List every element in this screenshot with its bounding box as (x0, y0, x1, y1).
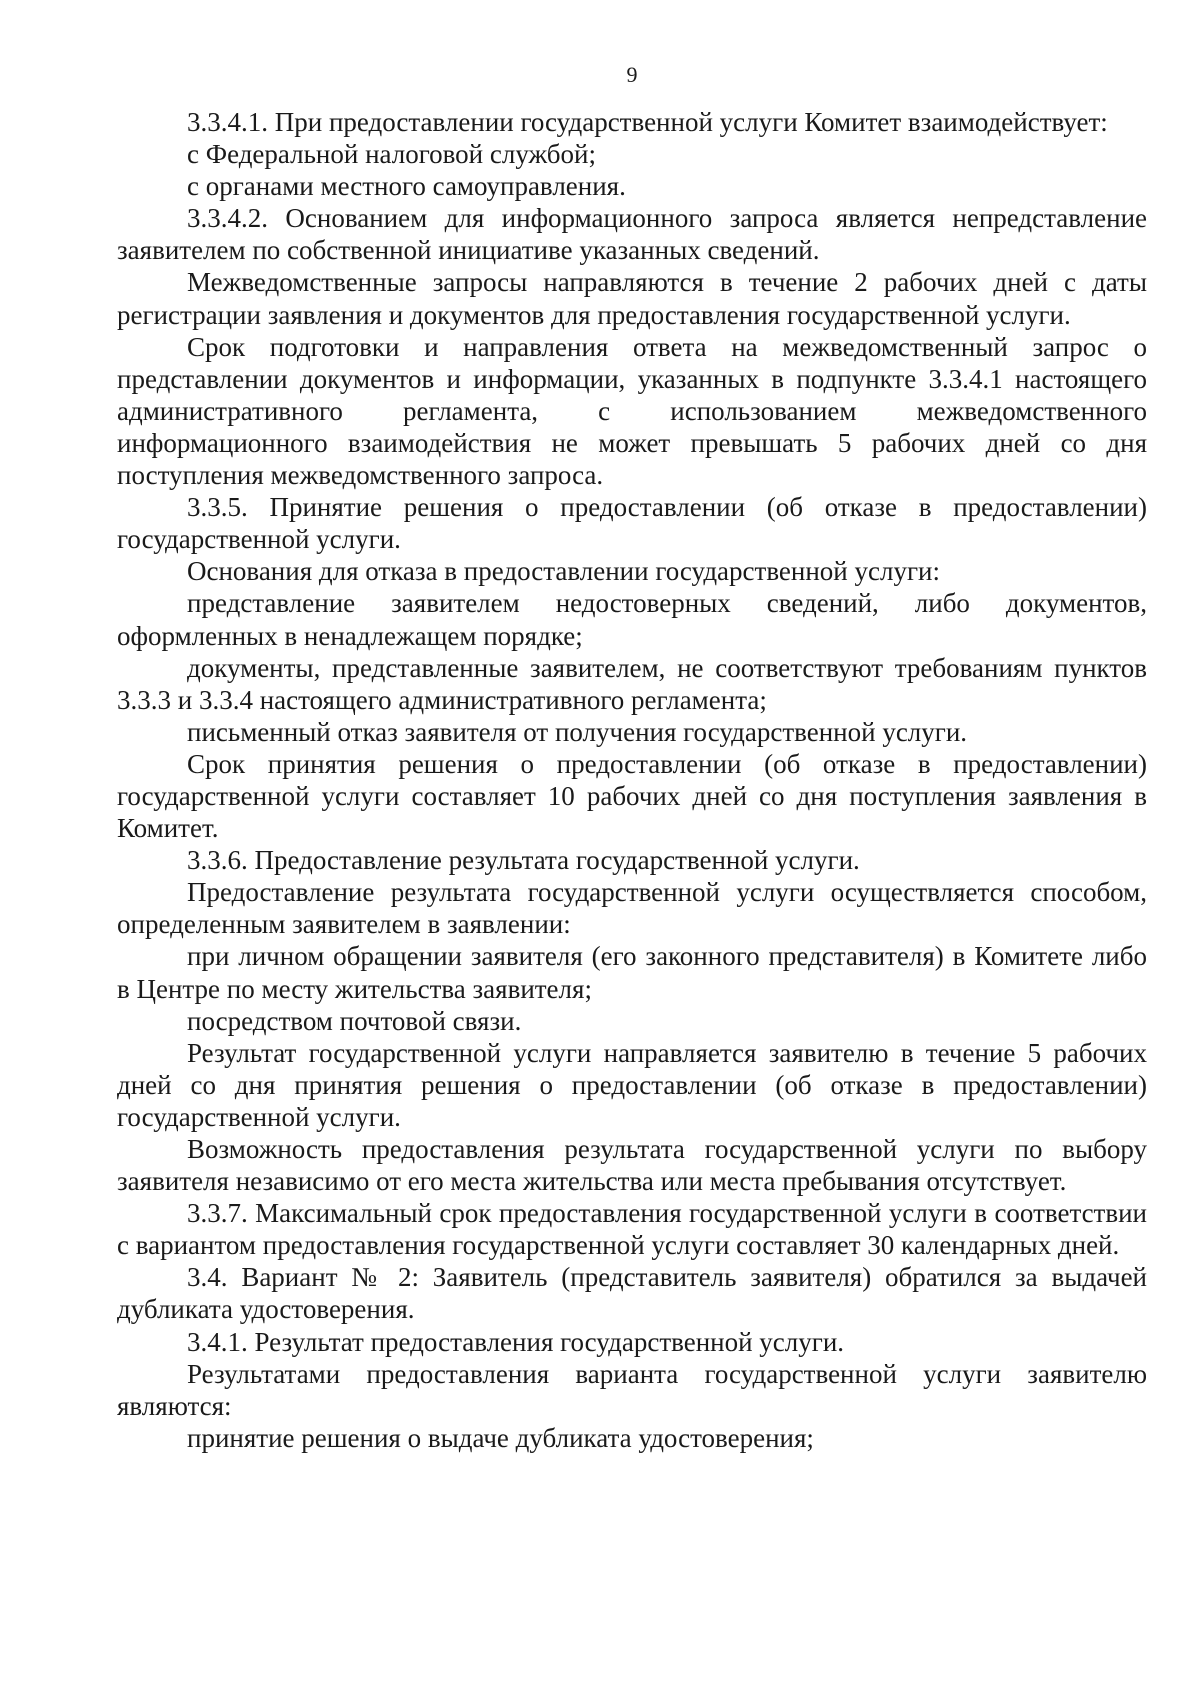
paragraph: 3.3.7. Максимальный срок предоставления государственной услуги в соответствии с вариантом предоставления государственной услуги составляет 30 календарных дней. (117, 1198, 1147, 1261)
paragraph: принятие решения о выдаче дубликата удостоверения; (187, 1422, 814, 1453)
paragraph: Предоставление результата государственной услуги осуществляется способом, определенным заявителем в заявлении: (117, 877, 1147, 940)
paragraph: Межведомственные запросы направляются в течение 2 рабочих дней с даты регистрации заявления и документов для предоставления государственной услуги. (117, 267, 1147, 330)
paragraph: с Федеральной налоговой службой; (187, 139, 596, 170)
paragraph: документы, представленные заявителем, не соответствуют требованиям пунктов 3.3.3 и 3.3.4 настоящего административного регламента; (117, 652, 1147, 715)
paragraph: 3.4.1. Результат предоставления государственной услуги. (187, 1326, 845, 1357)
paragraph: Основания для отказа в предоставлении государственной услуги: (187, 556, 940, 587)
document-body (117, 106, 1147, 1454)
paragraph: 3.3.6. Предоставление результата государственной услуги. (187, 845, 860, 876)
paragraph: Результат государственной услуги направляется заявителю в течение 5 рабочих дней со дня принятия решения о предоставлении (об отказе в предоставлении) государственной услуги. (117, 1037, 1147, 1132)
paragraph: 3.3.5. Принятие решения о предоставлении (об отказе в предоставлении) государственной услуги. (117, 492, 1147, 555)
paragraph: Срок принятия решения о предоставлении (об отказе в предоставлении) государственной услуги составляет 10 рабочих дней со дня поступления заявления в Комитет. (117, 748, 1147, 844)
paragraph: посредством почтовой связи. (187, 1005, 522, 1036)
paragraph: Срок подготовки и направления ответа на межведомственный запрос о представлении документов и информации, указанных в подпункте 3.3.4.1 настоящего административного регламента, с использованием межведомственного информационного взаимодействия не может превышать 5 рабочих дней со дня поступления межведомственного запроса. (117, 331, 1147, 491)
paragraph: при личном обращении заявителя (его законного представителя) в Комитете либо в Центре по месту жительства заявителя; (117, 941, 1147, 1004)
paragraph: представление заявителем недостоверных сведений, либо документов, оформленных в ненадлежащем порядке; (117, 588, 1147, 651)
paragraph: 3.3.4.1. При предоставлении государственной услуги Комитет взаимодействует: (187, 107, 1108, 137)
paragraph: 3.3.4.2. Основанием для информационного запроса является непредставление заявителем по собственной инициативе указанных сведений. (117, 203, 1147, 266)
paragraph: Результатами предоставления варианта государственной услуги заявителю являются: (117, 1358, 1147, 1421)
page-number: 9 (626, 62, 638, 87)
paragraph: Возможность предоставления результата государственной услуги по выбору заявителя независимо от его места жительства или места пребывания отсутствует. (117, 1134, 1147, 1197)
paragraph: 3.4. Вариант № 2: Заявитель (представитель заявителя) обратился за выдачей дубликата удостоверения. (117, 1262, 1147, 1325)
paragraph: с органами местного самоуправления. (187, 171, 626, 202)
paragraph: письменный отказ заявителя от получения государственной услуги. (187, 716, 968, 747)
